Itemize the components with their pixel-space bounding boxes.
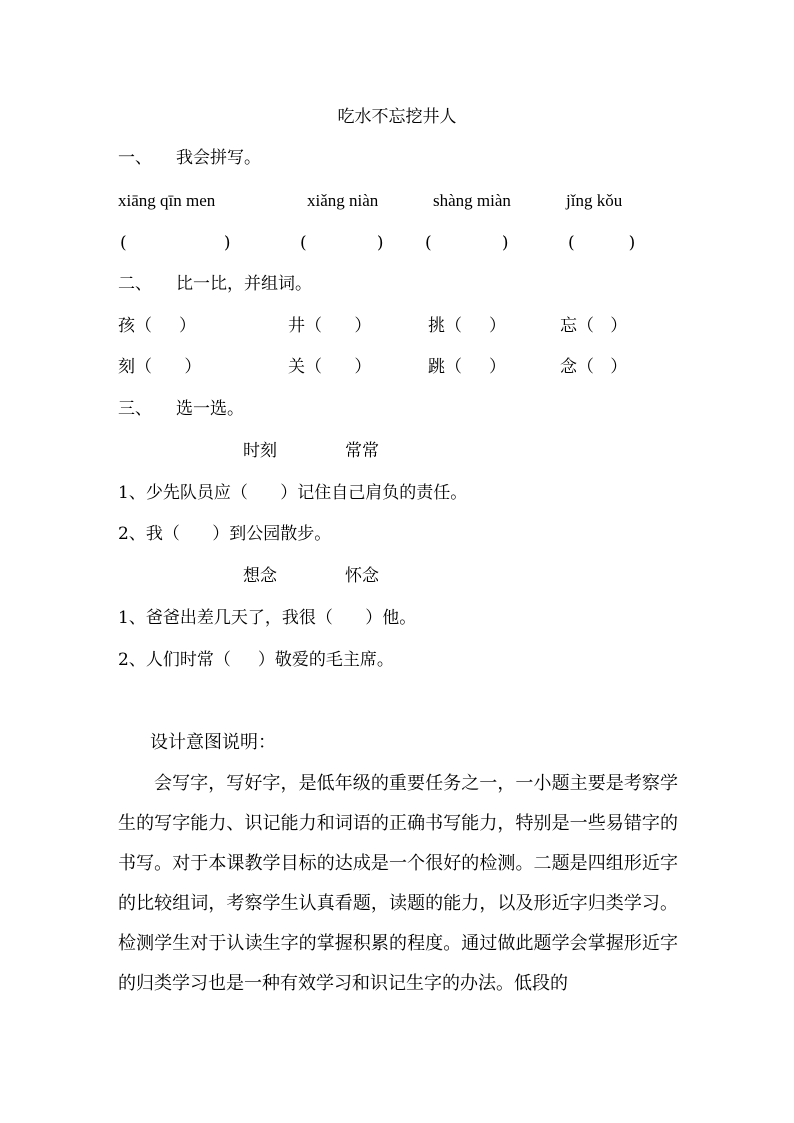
compare-item[interactable]: 念（ ） [560,357,628,377]
pinyin-2: xiǎng niàn [307,191,379,210]
answer-blank-1[interactable]: ( ) [120,233,231,253]
answer-blank-2[interactable]: ( ) [300,233,384,253]
fill-in-sentence[interactable]: 2、人们时常（ ）敬爱的毛主席。 [118,650,394,670]
pinyin-3: shàng miàn [433,191,511,210]
section3-heading: 选一选。 [176,399,244,419]
section3-label: 三、 [118,399,152,419]
section1-heading: 我会拼写。 [176,148,261,168]
fill-in-sentence[interactable]: 2、我（ ）到公园散步。 [118,524,332,544]
design-body: 会写字，写好字，是低年级的重要任务之一，一小题主要是考察学生的写字能力、识记能力和词语的正确书写能力，特别是一些易错字的书写。对于本课教学目标的达成是一个很好的检测。二题是四组形近字的比较组词，考察学生认真看题，读题的能力，以及形近字归类学习。检测学生对于认读生字的掌握积累的程度。通过做此题学会掌握形近字的归类学习也是一种有效学习和识记生字的办法。低段的 [118,773,678,994]
compare-item[interactable]: 刻（ ） [118,357,202,377]
design-heading: 设计意图说明： [150,732,276,753]
section1-label: 一、 [118,148,152,168]
word-choice: 常常 [345,441,379,461]
answer-blank-4[interactable]: ( ) [568,233,636,253]
word-choice: 时刻 [243,441,277,461]
section2-heading: 比一比，并组词。 [176,274,312,294]
fill-in-sentence[interactable]: 1、少先队员应（ ）记住自己肩负的责任。 [118,483,468,503]
compare-item[interactable]: 关（ ） [288,357,372,377]
pinyin-1: xiāng qīn men [118,191,216,210]
compare-item[interactable]: 跳（ ） [428,357,507,377]
document-title: 吃水不忘挖井人 [337,107,457,127]
word-choice: 想念 [243,566,277,586]
compare-item[interactable]: 井（ ） [288,316,372,336]
compare-item[interactable]: 孩（ ） [118,316,197,336]
compare-item[interactable]: 忘（ ） [560,316,628,336]
compare-item[interactable]: 挑（ ） [428,316,507,336]
fill-in-sentence[interactable]: 1、爸爸出差几天了，我很（ ）他。 [118,608,417,628]
word-choice: 怀念 [345,566,379,586]
section2-label: 二、 [118,274,152,294]
pinyin-4: jǐng kǒu [566,191,623,210]
answer-blank-3[interactable]: ( ) [425,233,509,253]
